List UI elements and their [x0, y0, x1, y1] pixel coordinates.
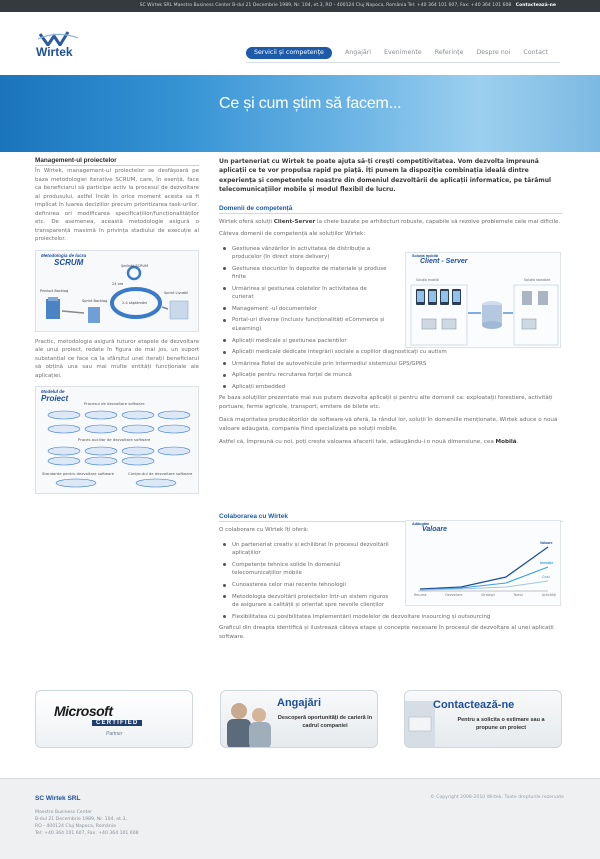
jobs-box[interactable] [220, 690, 378, 748]
jobs-title: Angajări [277, 697, 322, 709]
label-aux-process: Proces auxiliar de dezvoltare software [78, 437, 151, 443]
domains-p5-bold: Mobilă [495, 438, 517, 445]
list-item: Urmărirea și gestiunea coletelor în activitatea de curierat [219, 285, 389, 302]
list-item: Gestiunea vânzărilor în activitatea de distribuție a producelor (în direct store delivery) [219, 245, 389, 262]
scrum-figure [35, 250, 199, 332]
partner-label: Partner [106, 731, 123, 737]
domains-para-3: Pe baza soluțiilor prezentate mai sus putem dezvolta aplicații și pentru alte domenii ca: exploatații forestiere, activități portuare, ferme agricole, transport, emitere de bilete etc. [219, 395, 553, 411]
footer-address-line: RO - 400124 Cluj Napoca, România [35, 823, 116, 829]
value-chart-title-small: Adăugăm [412, 522, 430, 526]
list-item: Management -ul documentelor [219, 305, 389, 314]
nav-item-evenimente[interactable]: Evenimente [384, 49, 422, 57]
label-scrum-meeting: Ședință SCRUM [121, 263, 149, 268]
x-tick: Activități [541, 593, 556, 597]
scrum-fig-title2: SCRUM [54, 257, 84, 267]
top-contact-bar [0, 0, 600, 12]
scrum-fig-title1: Metodologia de lucru [41, 252, 87, 258]
nav-item-angajari[interactable]: Angajări [344, 49, 372, 57]
certified-badge: CERTIFIED [92, 720, 142, 726]
x-tick: Tactici [513, 593, 524, 597]
list-item: Aplicații medicale și gestiunea pacienților [219, 337, 549, 346]
contact-box[interactable] [404, 690, 562, 748]
microsoft-partner-box[interactable] [35, 690, 193, 748]
label-sprint-deliverable: Sprint Livrabil [164, 290, 189, 295]
label-24h: 24 ore [112, 281, 124, 286]
value-chart-xaxis [414, 593, 556, 598]
list-item: Portal-uri diverse (inclusiv funcționalități eCommerce și eLearning) [219, 316, 389, 333]
top-contact-link[interactable]: Contactează-ne [515, 3, 556, 8]
domains-para-1 [219, 218, 563, 227]
domains-heading: Domenii de competență [219, 205, 563, 214]
domains-p1-bold: Client-Server [273, 219, 316, 225]
project-model-figure [35, 386, 199, 494]
domains-p5-post: . [516, 438, 519, 445]
list-item: Aplicații medicale dedicate integrării sociale a copiilor diagnosticați cu autism [219, 348, 549, 357]
cs-devices [406, 253, 562, 349]
desk-photo-icon [405, 691, 435, 748]
nav-divider [246, 62, 560, 63]
microsoft-logo: Microsoft [54, 703, 113, 719]
contact-title: Contactează-ne [433, 699, 515, 711]
footer-address-line: B-dul 21 Decembrie 1989, Nr. 104, et.3, [35, 816, 127, 822]
footer-address-line: Tel: +40 364 101 607, Fax: +40 364 101 608 [35, 830, 139, 836]
label-dev-process: Procesul de dezvoltare software [84, 401, 145, 407]
nav-item-despre[interactable]: Despre noi [476, 49, 511, 57]
collab-intro: O colaborare cu Wirtek îți oferă: [219, 527, 309, 533]
collab-heading: Colaborarea cu Wirtek [219, 513, 563, 522]
client-server-diagram [405, 252, 561, 348]
domains-p5-pre: Astfel că, împreună cu noi, poți crește valoarea afacerii tale, adăugându-i o nouă dimensiune, cea [219, 438, 496, 445]
logo-swoosh-icon [38, 30, 78, 46]
nav-item-contact[interactable]: Contact [523, 49, 548, 57]
nav-item-servicii[interactable]: Servicii și competențe [246, 47, 332, 59]
value-chart [405, 520, 561, 606]
list-item: Gestiunea stocurilor în depozite de materiale și produse finite [219, 265, 389, 282]
footer-copyright: © Copyright 2008-2010 Wirtek. Toate drepturile rezervate [430, 795, 564, 800]
list-item: Metodologia dezvoltării proiectelor într-un sistem riguros de asigurare a calității și orientat spre nevoile clienților [219, 593, 389, 610]
value-legend-2: Inovație [540, 561, 554, 565]
domains-p1-post: la cheie bazate pe arhitecturi robuste, capabile să rezolve problemele cele mai dificile. [315, 219, 561, 225]
domains-p1-pre: Wirtek oferă soluții [219, 219, 274, 225]
collab-outro: Graficul din dreapta identifică și ilustrează câteva etape și concepte necesare în procesul de dezvoltare al unei aplicații software. [219, 625, 554, 640]
left-heading: Management-ul proiectelor [35, 157, 199, 166]
domains-para-5 [219, 438, 563, 447]
domains-para-4: Dacă majoritatea producătorilor de software-vă oferă, la rândul lor, soluții în domeniile menționate, Wirtek aduce o nouă valoare adăugată, compania fiind specializată pe soluții mobile. [219, 416, 558, 432]
list-item: Cunoașterea celor mai recente tehnologii [219, 581, 389, 590]
cs-title: Client - Server [420, 258, 468, 265]
left-para-2: Practic, metodologia asigură tuturor etapele de dezvoltare ale unui proiect, redate în figura de mai jos, un suport substanțial ce face ca la sfârșitul unei iterații beneficiarul să obțină una sau mai multe entități funcționale ale aplicației. [35, 338, 199, 379]
hero-banner [0, 75, 600, 152]
list-item: Urmărirea flotei de autovehicule prin intermediul sistemului GPS/GPRS [219, 360, 549, 369]
left-column [35, 157, 199, 500]
cs-col1: Soluția mobilă [416, 278, 439, 282]
label-sprint-backlog: Sprint Backlog [82, 298, 108, 303]
x-tick: Strategii [481, 593, 495, 597]
main-intro: Un parteneriat cu Wirtek te poate ajuta să-ți crești competitivitatea. Vom dezvolta împreună aplicații ce te vor propulsa rapid pe piață. Îți punem la dispoziție combinația ideală dintre experiența și competențele noastre din domeniul dezvoltării de aplicații informatice, pe tărâmul telecomunicațiilor mobile și modul flexibil de lucru. [219, 158, 552, 194]
main-nav [246, 47, 561, 59]
cs-col2: Soluția standard [524, 278, 551, 282]
list-item: Flexibilitatea cu posibilitatea implementării modelelor de dezvoltare insourcing și outsourcing [219, 613, 549, 622]
value-chart-title: Valoare [422, 526, 448, 533]
project-fig-title2: Proiect [41, 394, 69, 404]
x-tick: Dezvoltare [445, 593, 463, 597]
company-info-text: SC Wirtek SRL Maestro Business Center B-dul 21 Decembrie 1989, Nr. 104, et.3, RO - 400124 Cluj Napoca, România Tel: +40 364 101 607, Fax: +40 364 101 608 [139, 3, 512, 8]
wirtek-logo[interactable] [36, 30, 96, 60]
label-product-backlog: Product Backlog [40, 288, 69, 293]
list-item: Aplicație pentru recrutarea forței de muncă [219, 371, 549, 380]
logo-text: Wirtek [36, 45, 73, 59]
header [0, 12, 600, 75]
footer [0, 778, 600, 859]
label-content: Conținutul de dezvoltare software [128, 471, 193, 477]
x-tick: Resurse [414, 593, 427, 597]
project-fig-title1: Modelul de [41, 389, 65, 395]
cs-title-small: Soluția mobilă [412, 254, 438, 258]
left-para-1: În Wirtek, management-ul proiectelor se desfășoară pe baza metodologiei iterative SCRUM, care, în esență, face ca beneficiarul să participe activ la procesul de dezvoltare al produsului, astfel încât în orice moment acesta sa fi implicat în luarea deciziilor precum prioritizarea task-urilor, definirea ori modificarea specificațiilor/funcționalităților etc. De asemenea, această metodologie asigură o transparență maximă în privința stadiului de execuție al proiectelor. [35, 168, 199, 243]
value-legend-3: Cost [542, 575, 550, 579]
footer-address-line: Maestro Business Center [35, 810, 93, 815]
team-photo-icon [221, 691, 273, 748]
footer-address [35, 810, 139, 838]
label-weeks: 2-4 săptămâni [122, 300, 148, 305]
list-item: Competențe tehnice solide în domeniul telecomunicațiilor mobile [219, 561, 389, 578]
list-item: Aplicații embedded [219, 383, 549, 392]
contact-text: Pentru a solicita o estimare sau a propune un proiect [457, 717, 545, 731]
page-title: Ce și cum știm să facem... [219, 95, 402, 112]
domains-para-2: Câteva domenii de competență ale soluțiilor Wirtek: [219, 230, 366, 237]
label-standards: Standarde pentru dezvoltare software [42, 471, 115, 477]
jobs-text: Descoperă oportunități de carieră în cadrul companiei [277, 715, 373, 729]
value-legend-1: Valoare [540, 541, 553, 545]
list-item: Un parteneriat creativ și echilibrat în procesul dezvoltării aplicațiilor [219, 541, 389, 558]
nav-item-referinte[interactable]: Referințe [434, 49, 464, 57]
footer-company: SC Wirtek SRL [35, 795, 81, 802]
